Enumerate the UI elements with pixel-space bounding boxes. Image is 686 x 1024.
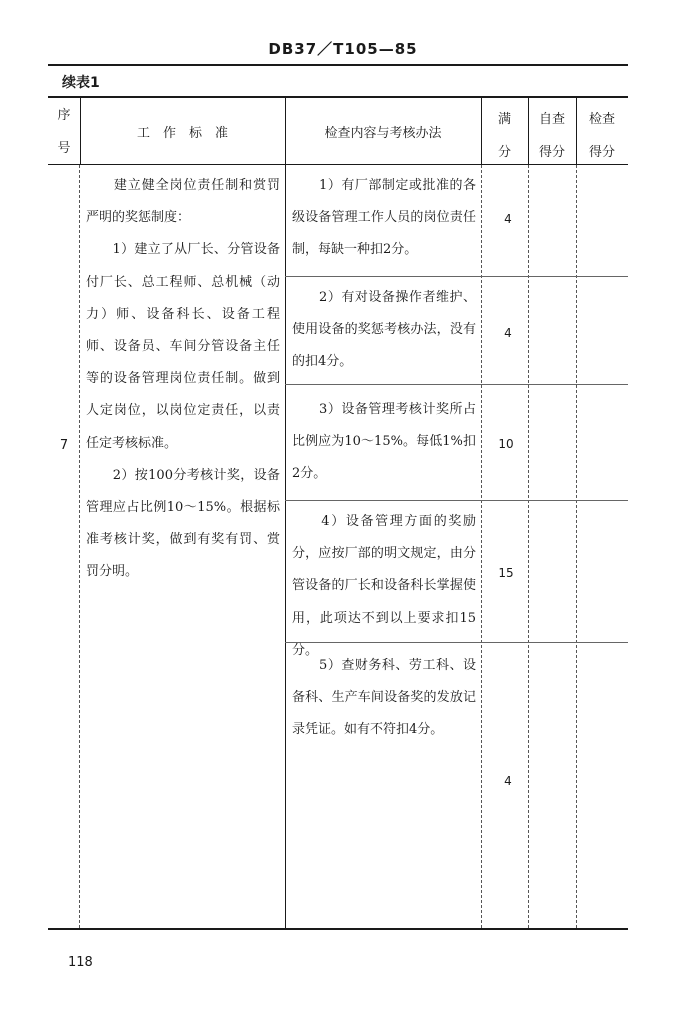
col-divider-standard xyxy=(285,96,286,928)
table-top-border xyxy=(48,96,628,98)
header-standard: 工 作 标 准 xyxy=(136,126,228,141)
method-item-5: 5）查财务科、劳工科、设备科、生产车间设备奖的发放记录凭证。如有不符扣4分。 xyxy=(292,658,476,738)
header-bottom-border xyxy=(48,164,628,165)
score-item-2: 4 xyxy=(504,326,512,340)
item-divider-1 xyxy=(285,276,628,277)
score-item-5: 4 xyxy=(504,774,512,788)
header-seq xyxy=(48,104,80,156)
continuation-label: 续表1 xyxy=(62,75,100,91)
header-seq-line1: 序 xyxy=(57,108,71,123)
work-standard-text: 建立健全岗位责任制和赏罚严明的奖惩制度： 1）建立了从厂长、分管设备付厂长、总工程师、总机械（动力）师、设备科长、设备工程师、设备员、车间分管设备主任等的设备管理岗位责任制。做到人定岗位，以岗位定责任，以责任定考核标准。 2）按100分考核计奖，设备管理应占比例10～15%。根据标准考核计奖，做到有奖有罚、赏罚分明。 xyxy=(86,178,280,580)
item-divider-3 xyxy=(285,500,628,501)
page-number: 118 xyxy=(68,955,93,970)
header-full-score xyxy=(481,108,528,160)
score-item-3: 10 xyxy=(498,437,514,451)
method-item-2: 2）有对设备操作者维护、使用设备的奖惩考核办法，没有的扣4分。 xyxy=(292,290,476,370)
header-seq-line2: 号 xyxy=(57,141,71,156)
col-divider-full-dashed xyxy=(528,165,529,928)
header-inspect-score xyxy=(576,108,628,160)
header-method: 检查内容与考核办法 xyxy=(324,126,442,141)
header-inspect-line1: 检查 xyxy=(588,112,615,127)
header-full-line1: 满 xyxy=(497,112,511,127)
col-divider-self-dashed xyxy=(576,165,577,928)
header-full-line2: 分 xyxy=(497,145,511,160)
table-bottom-border xyxy=(48,928,628,930)
header-self-line1: 自查 xyxy=(538,112,565,127)
method-item-3: 3）设备管理考核计奖所占比例应为10～15%。每低1%扣2分。 xyxy=(292,402,476,482)
col-divider-method-dashed xyxy=(481,165,482,928)
item-divider-2 xyxy=(285,384,628,385)
top-rule xyxy=(48,64,628,66)
standard-code: DB37／T105—85 xyxy=(268,40,418,58)
header-inspect-line2: 得分 xyxy=(588,145,615,160)
header-self-score xyxy=(528,108,576,160)
score-item-4: 15 xyxy=(498,566,514,580)
row-seq-number: 7 xyxy=(59,438,69,453)
method-item-4: 4）设备管理方面的奖励分，应按厂部的明文规定，由分管设备的厂长和设备科长掌握使用，此项达不到以上要求扣15分。 xyxy=(292,514,476,658)
score-item-1: 4 xyxy=(504,212,512,226)
method-item-1: 1）有厂部制定或批准的各级设备管理工作人员的岗位责任制，每缺一种扣2分。 xyxy=(292,178,476,258)
col-divider-seq-dashed xyxy=(79,165,80,928)
header-self-line2: 得分 xyxy=(538,145,565,160)
